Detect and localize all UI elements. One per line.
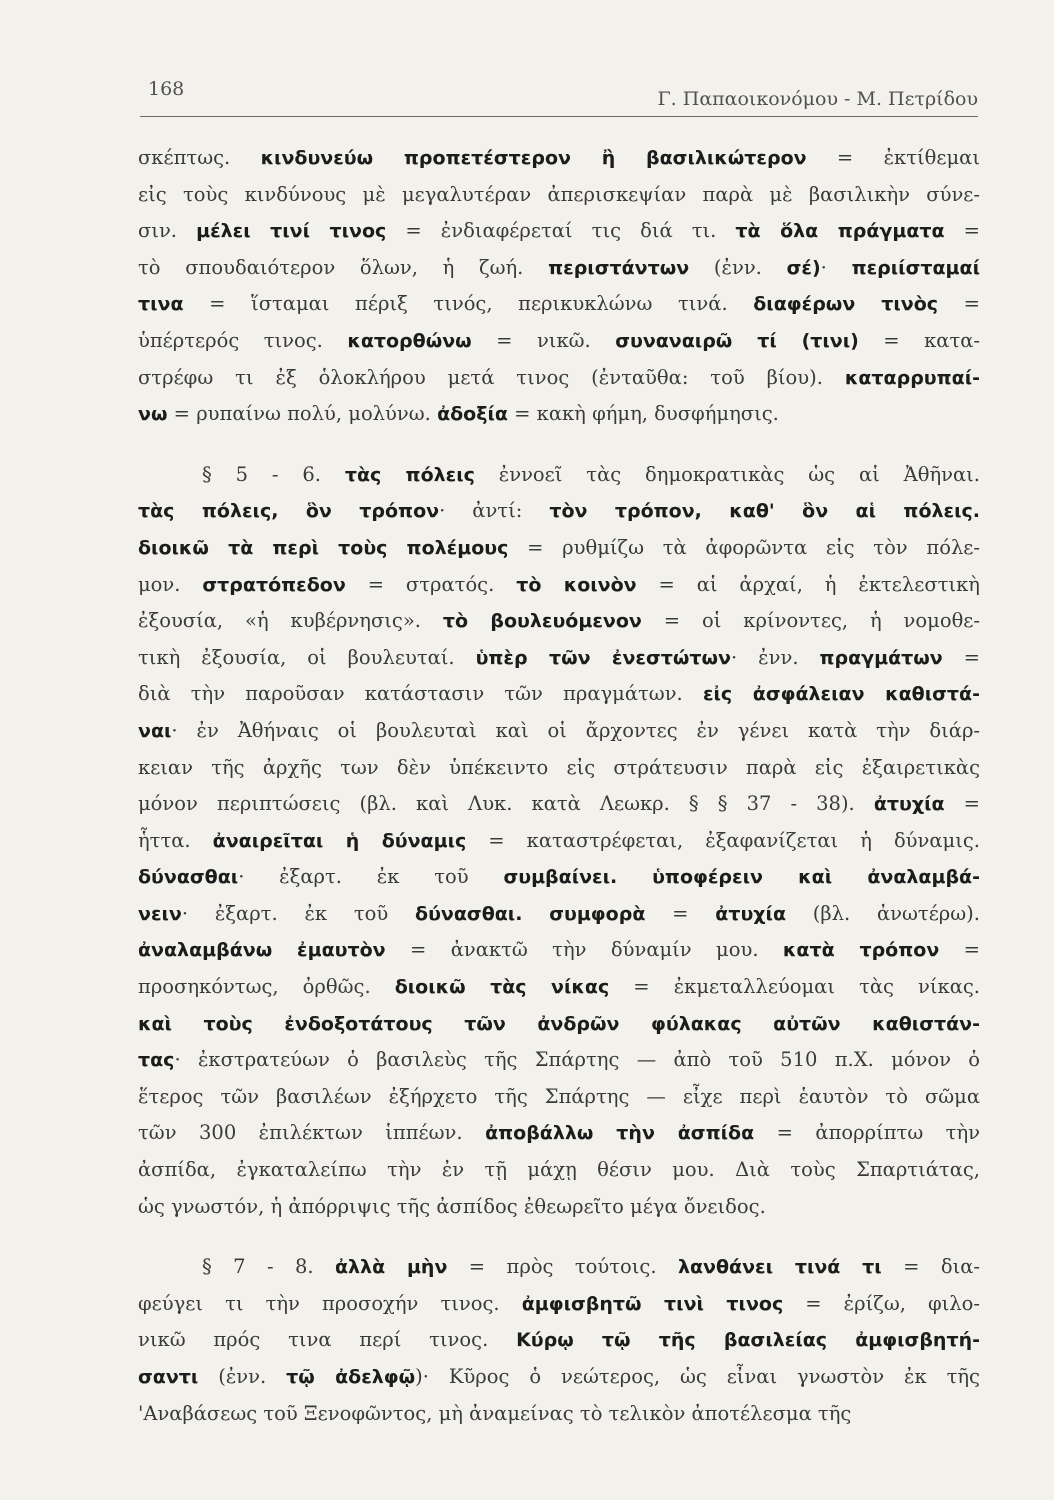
- gloss-text: = ρυθμίζω τὰ ἀφορῶντα εἰς τὸν πόλε-: [508, 535, 980, 559]
- text-line: [138, 1359, 980, 1396]
- lemma-term: μέλει τινί τινος: [196, 220, 387, 243]
- lemma-term: σαντι: [138, 1366, 199, 1388]
- gloss-text: · ἐν Ἀθήναις οἱ βουλευταὶ καὶ οἱ ἄρχοντες ἐν γένει κατὰ τὴν διάρ-: [171, 718, 980, 742]
- text-line: [138, 360, 980, 397]
- lemma-term: λανθάνει τινά τι: [677, 1256, 882, 1279]
- gloss-text: ἀσπίδα, ἐγκαταλείπω τὴν ἐν τῇ μάχῃ θέσιν μου. Διὰ τοὺς Σπαρτιάτας,: [138, 1158, 980, 1182]
- gloss-text: =: [939, 938, 980, 962]
- lemma-term: τὸ κοινὸν: [516, 573, 637, 596]
- lemma-term: ἀμφισβητῶ τινὶ τινος: [521, 1292, 784, 1315]
- lemma-term: ἀποβάλλω τὴν ἀσπίδα: [485, 1122, 755, 1145]
- lemma-term: τὸ βουλευόμενον: [442, 610, 642, 633]
- text-line: [138, 713, 980, 750]
- gloss-text: = πρὸς τούτοις.: [447, 1255, 678, 1279]
- lemma-term: τὰς πόλεις, ὃν τρόπον: [138, 500, 440, 523]
- gloss-text: ἕτερος τῶν βασιλέων ἐξήρχετο τῆς Σπάρτης — εἶχε περὶ ἑαυτὸν τὸ σῶμα: [138, 1084, 980, 1108]
- gloss-text: =: [942, 645, 980, 669]
- lemma-term: περιστάντων: [548, 256, 690, 279]
- gloss-text: = δια-: [881, 1255, 980, 1279]
- gloss-text: · ἐνν.: [731, 645, 820, 669]
- gloss-text: μον.: [138, 572, 203, 596]
- lemma-term: ἀτυχία: [873, 793, 945, 816]
- gloss-text: ὑπέρτερός τινος.: [138, 328, 348, 352]
- lemma-term: εἰς ἀσφάλειαν καθιστά-: [702, 683, 980, 706]
- gloss-text: = αἱ ἀρχαί, ἡ ἐκτελεστικὴ: [636, 572, 980, 596]
- gloss-text: σκέπτως.: [138, 146, 261, 169]
- text-line: [138, 1286, 980, 1323]
- lemma-term: ἀδοξία: [437, 403, 508, 426]
- lemma-term: τὰς πόλεις: [344, 463, 475, 486]
- lemma-term: καὶ τοὺς ἐνδοξοτάτους τῶν ἀνδρῶν φύλακας αὐτῶν καθιστάν-: [138, 1012, 980, 1035]
- gloss-text: = ἐκτίθεμαι: [806, 146, 980, 169]
- gloss-text: προσηκόντως, ὀρθῶς.: [138, 975, 395, 999]
- gloss-text: τῶν 300 ἐπιλέκτων ἱππέων.: [138, 1121, 486, 1145]
- gloss-text: 'Αναβάσεως τοῦ Ξενοφῶντος, μὴ ἀναμείνας τὸ τελικὸν ἀποτέλεσμα τῆς: [138, 1401, 852, 1425]
- lemma-term: ἀλλὰ μὴν: [334, 1256, 448, 1279]
- gloss-text: κειαν τῆς ἀρχῆς των δὲν ὑπέκειντο εἰς στράτευσιν παρὰ εἰς ἐξαιρετικὰς: [138, 755, 980, 779]
- gloss-text: διὰ τὴν παροῦσαν κατάστασιν τῶν πραγμάτων.: [138, 682, 703, 706]
- running-head: Γ. Παπαοικονόμου - Μ. Πετρίδου: [657, 88, 978, 110]
- lemma-term: συμβαίνει.: [503, 866, 618, 889]
- text-line: [138, 1115, 980, 1152]
- text-line: [138, 493, 980, 530]
- lemma-term: συναναιρῶ τί (τινι): [615, 329, 859, 352]
- gloss-text: § 5 - 6.: [202, 462, 345, 486]
- lemma-term: τὸν τρόπον, καθ' ὃν αἱ πόλεις.: [549, 500, 980, 523]
- gloss-text: · ἀντί:: [439, 499, 550, 523]
- gloss-text: φεύγει τι τὴν προσοχήν τινος.: [138, 1291, 522, 1315]
- gloss-text: [522, 902, 549, 925]
- text-line: [138, 896, 980, 933]
- lemma-term: δύνασθαι.: [415, 902, 523, 925]
- page-header: [140, 76, 978, 117]
- lemma-term: κατορθώνω: [347, 329, 472, 352]
- gloss-text: · ἐκστρατεύων ὁ βασιλεὺς τῆς Σπάρτης — ἀπὸ τοῦ 510 π.Χ. μόνον ὁ: [174, 1048, 980, 1072]
- paragraph: [138, 140, 980, 433]
- gloss-text: =: [938, 292, 980, 316]
- gloss-text: § 7 - 8.: [202, 1255, 335, 1279]
- gloss-text: = ἵσταμαι πέριξ τινός, περικυκλώνω τινά.: [183, 292, 754, 316]
- lemma-term: ἀτυχία: [715, 902, 787, 925]
- gloss-text: · ἐξαρτ. ἐκ τοῦ: [181, 901, 416, 925]
- lemma-term: τὰ ὅλα πράγματα: [735, 220, 945, 243]
- page-number: 168: [148, 78, 185, 100]
- gloss-text: ·: [820, 255, 852, 279]
- lemma-term: συμφορὰ: [549, 902, 646, 925]
- lemma-term: νω: [138, 403, 168, 426]
- text-line: [138, 676, 980, 713]
- text-line: [138, 932, 980, 969]
- page-body: [138, 140, 980, 1432]
- lemma-term: ναι: [138, 719, 172, 742]
- text-line: [138, 640, 980, 677]
- text-line: [138, 1322, 980, 1359]
- lemma-term: τας: [138, 1049, 175, 1072]
- gloss-text: (ἐνν.: [689, 255, 787, 279]
- lemma-term: ὑπὲρ τῶν ἐνεστώτων: [475, 646, 732, 669]
- text-line: [138, 1152, 980, 1189]
- gloss-text: = κακὴ φήμη, δυσφήμησις.: [507, 402, 779, 426]
- gloss-text: μόνον περιπτώσεις (βλ. καὶ Λυκ. κατὰ Λεωκρ. § § 37 - 38).: [138, 792, 874, 816]
- text-line: [138, 750, 980, 787]
- text-line: [138, 177, 980, 214]
- text-line: [138, 1396, 980, 1433]
- gloss-text: = ἐκμεταλλεύομαι τὰς νίκας.: [609, 975, 980, 999]
- text-line: [138, 250, 980, 287]
- lemma-term: τινα: [138, 293, 184, 316]
- text-line: [138, 396, 980, 433]
- text-line: [138, 457, 980, 494]
- text-line: [138, 1042, 980, 1079]
- gloss-text: εἰς τοὺς κινδύνους μὲ μεγαλυτέραν ἀπερισκεψίαν παρὰ μὲ βασιλικὴν σύνε-: [138, 182, 980, 206]
- lemma-term: καταρρυπαί-: [844, 366, 980, 389]
- lemma-term: ἀναλαμβάνω ἐμαυτὸν: [138, 939, 386, 962]
- text-line: [138, 823, 980, 860]
- gloss-text: = ἀπορρίπτω τὴν: [754, 1121, 980, 1145]
- gloss-text: ἧττα.: [138, 828, 213, 852]
- text-line: [138, 213, 980, 250]
- gloss-text: = οἱ κρίνοντες, ἡ νομοθε-: [641, 609, 980, 633]
- text-line: [138, 1189, 980, 1226]
- lemma-term: ὑποφέρειν καὶ ἀναλαμβά-: [652, 866, 980, 889]
- paragraph: [138, 457, 980, 1225]
- lemma-term: διαφέρων τινὸς: [753, 293, 939, 316]
- gloss-text: ἐξουσία, «ἡ κυβέρνησις».: [138, 609, 443, 633]
- text-line: [138, 786, 980, 823]
- text-line: [138, 567, 980, 604]
- gloss-text: σιν.: [138, 219, 197, 243]
- gloss-text: (βλ. ἀνωτέρω).: [786, 901, 980, 925]
- lemma-term: κινδυνεύω προπετέστερον ἢ βασιλικώτερον: [260, 147, 807, 169]
- gloss-text: = ἐρίζω, φιλο-: [783, 1291, 980, 1315]
- text-line: [138, 1006, 980, 1043]
- gloss-text: ἐννοεῖ τὰς δημοκρατικὰς ὡς αἱ Ἀθῆναι.: [474, 462, 980, 486]
- lemma-term: ἀναιρεῖται ἡ δύναμις: [212, 829, 467, 852]
- lemma-term: κατὰ τρόπον: [782, 939, 940, 962]
- lemma-term: πραγμάτων: [819, 646, 943, 669]
- gloss-text: =: [944, 219, 980, 243]
- gloss-text: τὸ σπουδαιότερον ὅλων, ἡ ζωή.: [138, 255, 549, 279]
- gloss-text: = ἀνακτῶ τὴν δύναμίν μου.: [385, 938, 783, 962]
- gloss-text: =: [645, 901, 716, 925]
- text-line: [138, 1249, 980, 1286]
- lemma-term: σέ): [786, 256, 821, 279]
- lemma-term: τῷ ἀδελφῷ: [286, 1366, 416, 1388]
- gloss-text: τικὴ ἐξουσία, οἱ βουλευταί.: [138, 645, 476, 669]
- text-line: [138, 323, 980, 360]
- gloss-text: = στρατός.: [345, 572, 517, 596]
- gloss-text: )· Κῦρος ὁ νεώτερος, ὡς εἶναι γνωστὸν ἐκ τῆς: [415, 1365, 980, 1388]
- text-line: [138, 530, 980, 567]
- lemma-term: νειν: [138, 902, 182, 925]
- lemma-term: Κύρῳ τῷ τῆς βασιλείας ἀμφισβητή-: [516, 1329, 980, 1352]
- text-line: [138, 859, 980, 896]
- gloss-text: = καταστρέφεται, ἐξαφανίζεται ἡ δύναμις.: [466, 828, 980, 852]
- paragraph-gap: [138, 433, 980, 457]
- gloss-text: (ἐνν.: [198, 1365, 287, 1388]
- lemma-term: περιίσταμαί: [851, 256, 980, 279]
- gloss-text: · ἐξαρτ. ἐκ τοῦ: [238, 865, 504, 889]
- gloss-text: [617, 865, 652, 888]
- lemma-term: διοικῶ τὰ περὶ τοὺς πολέμους: [138, 536, 509, 559]
- lemma-term: στρατόπεδον: [202, 573, 346, 596]
- text-line: [138, 969, 980, 1006]
- gloss-text: νικῶ πρός τινα περί τινος.: [138, 1328, 517, 1352]
- lemma-term: διοικῶ τὰς νίκας: [394, 976, 610, 999]
- gloss-text: = νικῶ.: [471, 328, 616, 352]
- paragraph: [138, 1249, 980, 1432]
- gloss-text: = ἐνδιαφέρεταί τις διά τι.: [386, 219, 736, 243]
- lemma-term: δύνασθαι: [138, 866, 239, 889]
- text-line: [138, 603, 980, 640]
- gloss-text: = κατα-: [858, 328, 980, 352]
- gloss-text: =: [944, 792, 980, 816]
- text-line: [138, 140, 980, 177]
- text-line: [138, 286, 980, 323]
- gloss-text: στρέφω τι ἐξ ὁλοκλήρου μετά τινος (ἐνταῦθα: τοῦ βίου).: [138, 365, 845, 389]
- paragraph-gap: [138, 1225, 980, 1249]
- gloss-text: ὡς γνωστόν, ἡ ἀπόρριψις τῆς ἀσπίδος ἐθεωρεῖτο μέγα ὄνειδος.: [138, 1194, 766, 1218]
- gloss-text: = ρυπαίνω πολύ, μολύνω.: [167, 402, 438, 426]
- text-line: [138, 1079, 980, 1116]
